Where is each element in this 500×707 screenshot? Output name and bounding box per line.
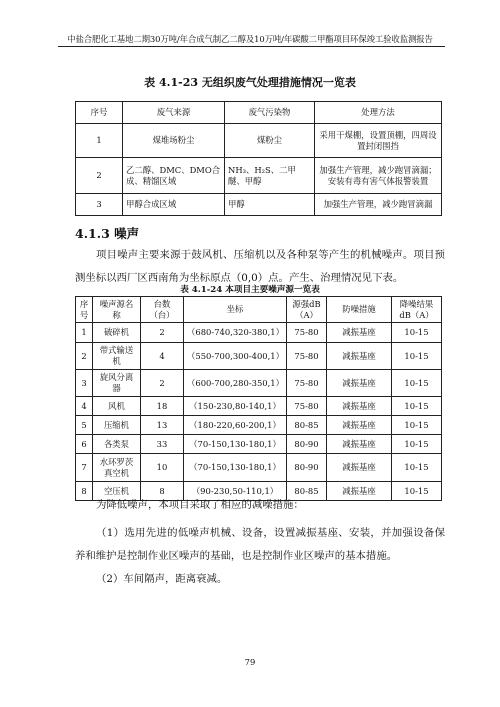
header-cell: 噪声源名称 (93, 297, 141, 323)
exhaust-source: 乙二醇、DMC、DMO合成、精馏区域 (123, 158, 225, 194)
treatment-method: 加强生产管理，减少跑冒滴漏 (315, 194, 442, 216)
coordinates: （600-700,280-350,1） (184, 370, 287, 397)
coordinates: （550-700,300-400,1） (184, 343, 287, 370)
header-cell: 序号 (76, 297, 93, 323)
noise-reduction: 10-15 (392, 397, 442, 416)
coordinates: （70-150,130-180,1） (184, 454, 287, 482)
unit-count: 10 (141, 454, 184, 482)
table-row (76, 370, 442, 397)
treatment-method: 采用干煤棚，设置顶棚，四周设置封闭围挡 (315, 124, 442, 158)
noise-reduction: 10-15 (392, 343, 442, 370)
row-number: 4 (76, 397, 93, 416)
noise-source-name: 风机 (93, 397, 141, 416)
pollutant: NH₃、H₂S、二甲醚、甲醇 (225, 158, 315, 194)
source-level: 75-80 (287, 323, 327, 343)
unit-count: 2 (141, 370, 184, 397)
noise-measure: 减振基座 (327, 323, 392, 343)
row-number: 6 (76, 435, 93, 454)
table-row (76, 158, 442, 194)
row-number: 5 (76, 416, 93, 435)
unit-count: 18 (141, 397, 184, 416)
header-cell: 废气来源 (123, 102, 225, 124)
header-cell: 坐标 (184, 297, 287, 323)
coordinates: （180-220,60-200,1） (184, 416, 287, 435)
coordinates: （680-740,320-380,1） (184, 323, 287, 343)
table-row (76, 416, 442, 435)
noise-measure: 减振基座 (327, 416, 392, 435)
noise-source-name: 各类泵 (93, 435, 141, 454)
page-number: 79 (244, 657, 256, 667)
source-level: 80-85 (287, 482, 327, 501)
unit-count: 13 (141, 416, 184, 435)
row-number: 3 (76, 370, 93, 397)
unit-count: 4 (141, 343, 184, 370)
table-header-row (76, 102, 442, 124)
noise-measure: 减振基座 (327, 454, 392, 482)
noise-reduction: 10-15 (392, 482, 442, 501)
source-level: 80-90 (287, 435, 327, 454)
noise-reduction: 10-15 (392, 416, 442, 435)
header-cell: 源强dB（A） (287, 297, 327, 323)
header-divider (58, 46, 445, 47)
measure-item-1: （1）选用先进的低噪声机械、设备，设置减振基座、安装，并加强设备保养和维护是控制作业区噪声的基础，也是控制作业区噪声的基本措施。 (75, 527, 445, 562)
exhaust-source: 甲醇合成区域 (123, 194, 225, 216)
report-header: 中盐合肥化工基地二期30万吨/年合成气制乙二醇及10万吨/年碳酸二甲酯项目环保竣工验收监测报告 (67, 34, 433, 44)
exhaust-source: 煤堆场粉尘 (123, 124, 225, 158)
header-cell: 防噪措施 (327, 297, 392, 323)
row-number: 3 (76, 194, 123, 216)
table-row (76, 397, 442, 416)
noise-source-name: 压缩机 (93, 416, 141, 435)
measure-item-2: （2）车间隔声，距离衰减。 (96, 573, 228, 585)
noise-measure: 减振基座 (327, 482, 392, 501)
row-number: 1 (76, 323, 93, 343)
source-level: 75-80 (287, 370, 327, 397)
header-cell: 降噪结果dB（A） (392, 297, 442, 323)
treatment-method: 加强生产管理，减少跑冒滴漏；安装有毒有害气体报警装置 (315, 158, 442, 194)
row-number: 1 (76, 124, 123, 158)
source-level: 75-80 (287, 343, 327, 370)
table-header-row (76, 297, 442, 323)
noise-source-name: 旋风分离器 (93, 370, 141, 397)
noise-reduction: 10-15 (392, 454, 442, 482)
noise-reduction: 10-15 (392, 435, 442, 454)
table2-title: 表 4.1-24 本项目主要噪声源一览表 (180, 285, 320, 295)
header-cell: 处理方法 (315, 102, 442, 124)
source-level: 80-85 (287, 416, 327, 435)
noise-reduction: 10-15 (392, 323, 442, 343)
table-row (76, 343, 442, 370)
noise-source-name: 带式输送机 (93, 343, 141, 370)
exhaust-treatment-table (75, 101, 442, 216)
table-row (76, 323, 442, 343)
noise-measure: 减振基座 (327, 343, 392, 370)
pollutant: 甲醇 (225, 194, 315, 216)
pollutant: 煤粉尘 (225, 124, 315, 158)
coordinates: （150-230,80-140,1） (184, 397, 287, 416)
measures-intro: 为降低噪声，本项目采取了相应的减噪措施： (96, 499, 304, 511)
noise-source-name: 空压机 (93, 482, 141, 501)
noise-reduction: 10-15 (392, 370, 442, 397)
noise-source-table (75, 296, 442, 501)
unit-count: 33 (141, 435, 184, 454)
section-heading: 4.1.3 噪声 (75, 226, 140, 241)
noise-measure: 减振基座 (327, 397, 392, 416)
table-row (76, 194, 442, 216)
row-number: 2 (76, 343, 93, 370)
row-number: 2 (76, 158, 123, 194)
table-row (76, 435, 442, 454)
header-cell: 序号 (76, 102, 123, 124)
noise-intro-paragraph: 项目噪声主要来源于鼓风机、压缩机以及各种泵等产生的机械噪声。项目预测坐标以西厂区西南角为坐标原点（0,0）点。产生、治理情况见下表。 (75, 249, 445, 284)
row-number: 8 (76, 482, 93, 501)
header-cell: 废气污染物 (225, 102, 315, 124)
source-level: 75-80 (287, 397, 327, 416)
noise-source-name: 水环罗茨真空机 (93, 454, 141, 482)
noise-measure: 减振基座 (327, 370, 392, 397)
table-row (76, 454, 442, 482)
coordinates: （90-230,50-110,1） (184, 482, 287, 501)
source-level: 80-90 (287, 454, 327, 482)
unit-count: 8 (141, 482, 184, 501)
coordinates: （70-150,130-180,1） (184, 435, 287, 454)
table1-title: 表 4.1-23 无组织废气处理措施情况一览表 (144, 76, 356, 89)
table-row (76, 124, 442, 158)
noise-measure: 减振基座 (327, 435, 392, 454)
noise-source-name: 破碎机 (93, 323, 141, 343)
unit-count: 2 (141, 323, 184, 343)
row-number: 7 (76, 454, 93, 482)
header-cell: 台数（台） (141, 297, 184, 323)
